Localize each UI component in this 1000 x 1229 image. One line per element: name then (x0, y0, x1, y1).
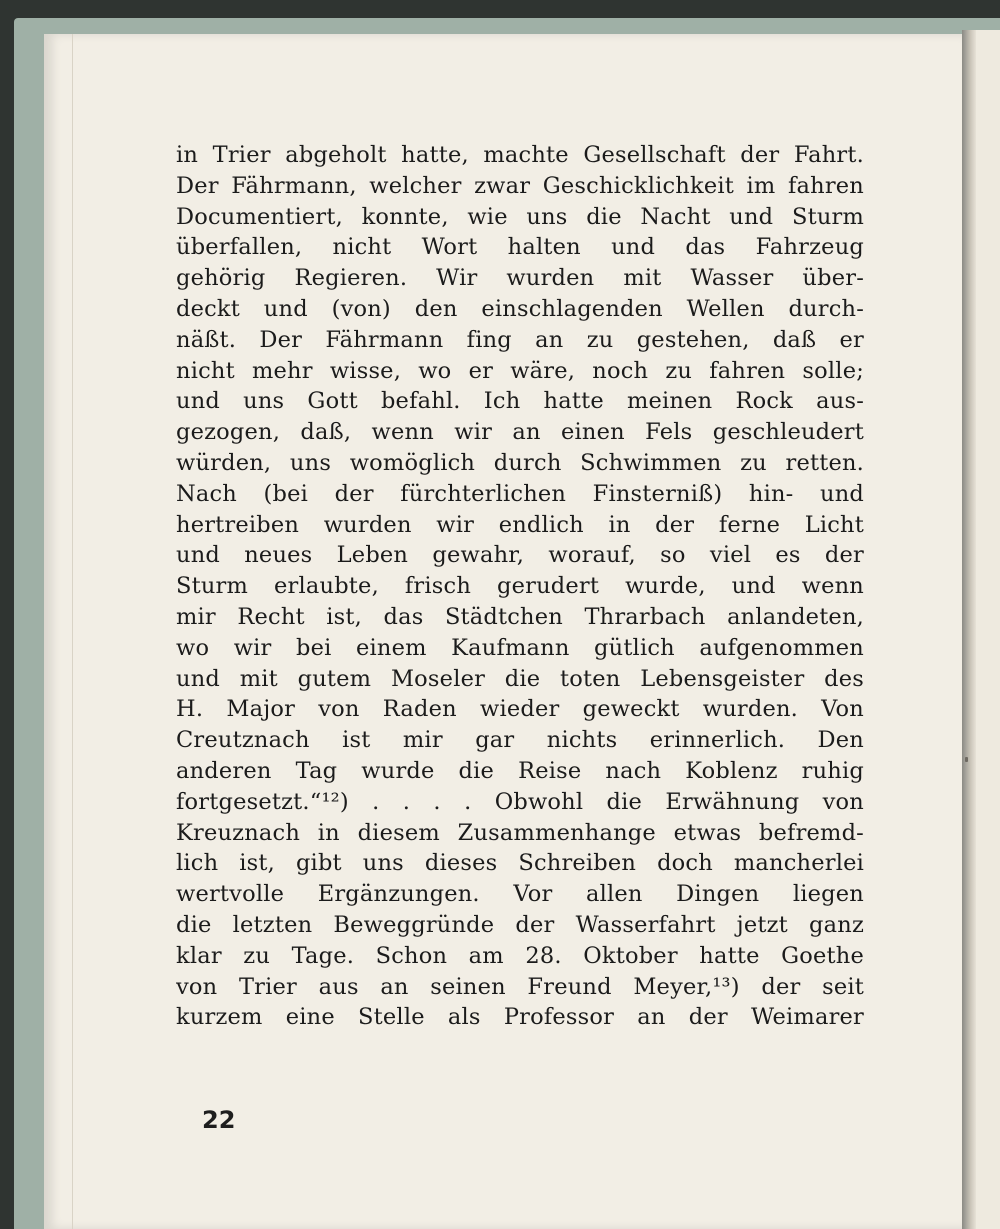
page-edge-line (72, 34, 73, 1229)
text-line: und uns Gott befahl. Ich hatte meinen Rock aus- (176, 388, 864, 415)
text-line: lich ist, gibt uns dieses Schreiben doch mancherlei (176, 850, 864, 877)
text-line: in Trier abgeholt hatte, machte Gesellschaft der Fahrt. (176, 142, 864, 168)
text-line: mir Recht ist, das Städtchen Thrarbach anlandeten, (176, 603, 864, 630)
body-text (176, 140, 864, 1033)
text-line: würden, uns womöglich durch Schwimmen zu retten. (176, 449, 864, 476)
text-line: gezogen, daß, wenn wir an einen Fels geschleudert (176, 419, 864, 446)
text-line: anderen Tag wurde die Reise nach Koblenz ruhig (176, 757, 864, 784)
text-line: und mit gutem Moseler die toten Lebensgeister des (176, 665, 864, 692)
text-line: kurzem eine Stelle als Professor an der Weimarer (176, 1004, 864, 1031)
text-line: und neues Leben gewahr, worauf, so viel es der (176, 542, 864, 569)
text-line: gehörig Regieren. Wir wurden mit Wasser über- (176, 265, 864, 292)
text-line: klar zu Tage. Schon am 28. Oktober hatte Goethe (176, 942, 864, 969)
book-gutter (962, 30, 976, 1229)
text-line: Kreuznach in diesem Zusammenhange etwas befremd- (176, 819, 864, 846)
text-line: Nach (bei der fürchterlichen Finsterniß) hin- und (176, 480, 864, 507)
paper-speck (965, 757, 968, 762)
text-line: näßt. Der Fährmann fing an zu gestehen, daß er (176, 326, 864, 353)
text-line: die letzten Beweggründe der Wasserfahrt jetzt ganz (176, 911, 864, 938)
text-line: fortgesetzt.“¹²) . . . . Obwohl die Erwähnung von (176, 788, 864, 815)
text-line: Documentiert, konnte, wie uns die Nacht und Sturm (176, 203, 864, 230)
text-line: deckt und (von) den einschlagenden Wellen durch- (176, 295, 864, 322)
text-line: wertvolle Ergänzungen. Vor allen Dingen liegen (176, 881, 864, 908)
text-line: hertreiben wurden wir endlich in der ferne Licht (176, 511, 864, 538)
text-line: von Trier aus an seinen Freund Meyer,¹³) der seit (176, 973, 864, 1000)
page-number: 22 (202, 1106, 236, 1134)
text-line: H. Major von Raden wieder geweckt wurden. Von (176, 696, 864, 723)
text-line: Creutznach ist mir gar nichts erinnerlich. Den (176, 727, 864, 754)
text-line: nicht mehr wisse, wo er wäre, noch zu fahren solle; (176, 357, 864, 384)
text-line: wo wir bei einem Kaufmann gütlich aufgenommen (176, 634, 864, 661)
text-line: überfallen, nicht Wort halten und das Fahrzeug (176, 234, 864, 261)
facing-page-edge (976, 30, 1000, 1229)
text-line: Der Fährmann, welcher zwar Geschicklichkeit im fahren (176, 172, 864, 199)
text-line: Sturm erlaubte, frisch gerudert wurde, und wenn (176, 573, 864, 600)
